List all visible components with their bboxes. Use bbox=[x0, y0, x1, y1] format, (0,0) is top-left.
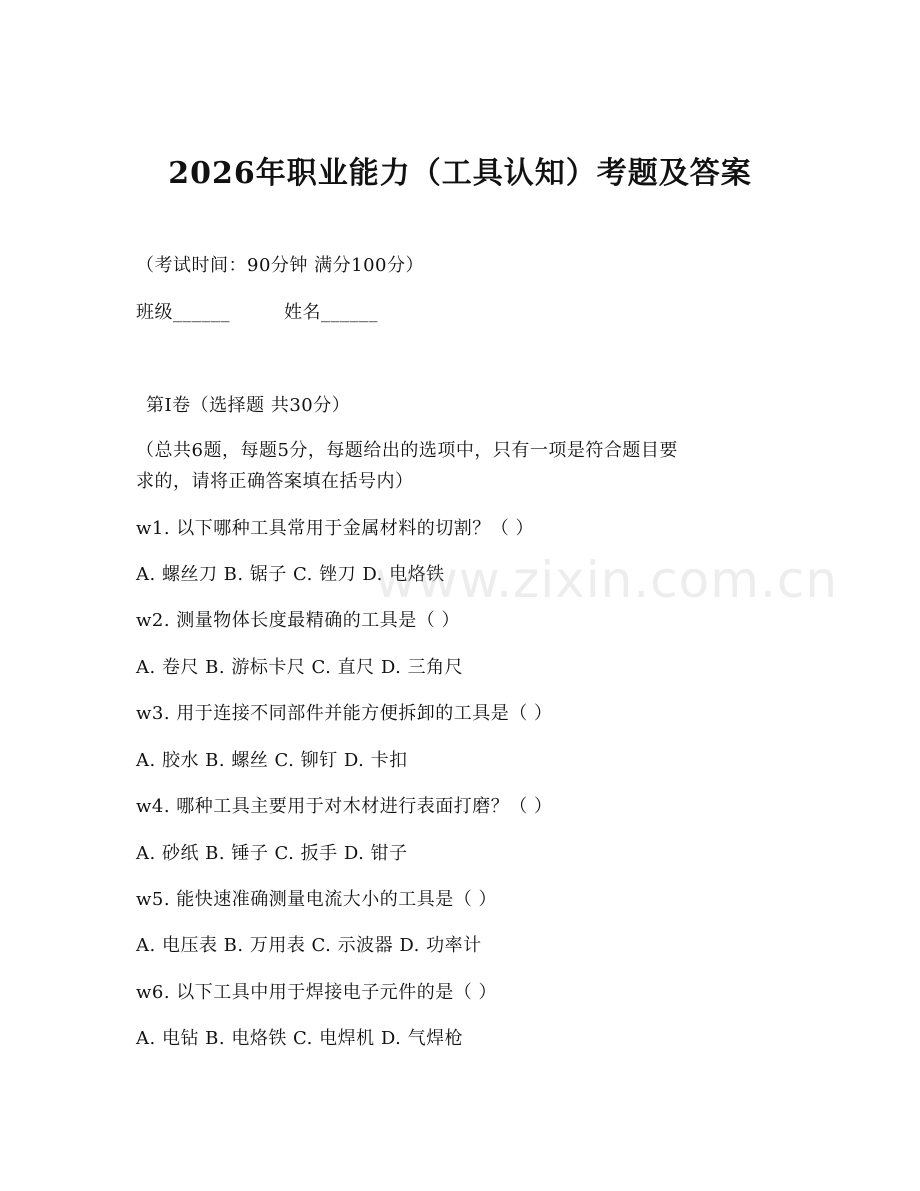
instructions-line-1: （总共6题，每题5分，每题给出的选项中，只有一项是符合题目要 bbox=[136, 440, 678, 461]
question-stem: w2. 测量物体长度最精确的工具是（ ） bbox=[136, 610, 461, 631]
question-stem: w5. 能快速准确测量电流大小的工具是（ ） bbox=[136, 889, 498, 910]
question-options: A. 电压表 B. 万用表 C. 示波器 D. 功率计 bbox=[136, 935, 482, 956]
question-options: A. 螺丝刀 B. 锯子 C. 锉刀 D. 电烙铁 bbox=[136, 564, 445, 585]
question-options: A. 卷尺 B. 游标卡尺 C. 直尺 D. 三角尺 bbox=[136, 657, 464, 678]
name-field[interactable]: 姓名______ bbox=[284, 302, 378, 323]
watermark: www.zixin.com.cn bbox=[375, 551, 839, 609]
section-title: 第I卷（选择题 共30分） bbox=[146, 395, 351, 416]
question-options: A. 胶水 B. 螺丝 C. 铆钉 D. 卡扣 bbox=[136, 750, 408, 771]
instructions-line-2: 求的，请将正确答案填在括号内） bbox=[136, 471, 414, 492]
class-field[interactable]: 班级______ bbox=[136, 302, 230, 323]
question-options: A. 砂纸 B. 锤子 C. 扳手 D. 钳子 bbox=[136, 843, 408, 864]
exam-info: （考试时间：90分钟 满分100分） bbox=[136, 255, 424, 276]
question-stem: w4. 哪种工具主要用于对木材进行表面打磨？（ ） bbox=[136, 796, 553, 817]
document-title: 2026年职业能力（工具认知）考题及答案 bbox=[168, 156, 752, 191]
question-stem: w3. 用于连接不同部件并能方便拆卸的工具是（ ） bbox=[136, 703, 553, 724]
question-stem: w6. 以下工具中用于焊接电子元件的是（ ） bbox=[136, 982, 498, 1003]
student-fields bbox=[136, 301, 378, 325]
question-options: A. 电钻 B. 电烙铁 C. 电焊机 D. 气焊枪 bbox=[136, 1028, 464, 1049]
question-stem: w1. 以下哪种工具常用于金属材料的切割？（ ） bbox=[136, 518, 535, 539]
